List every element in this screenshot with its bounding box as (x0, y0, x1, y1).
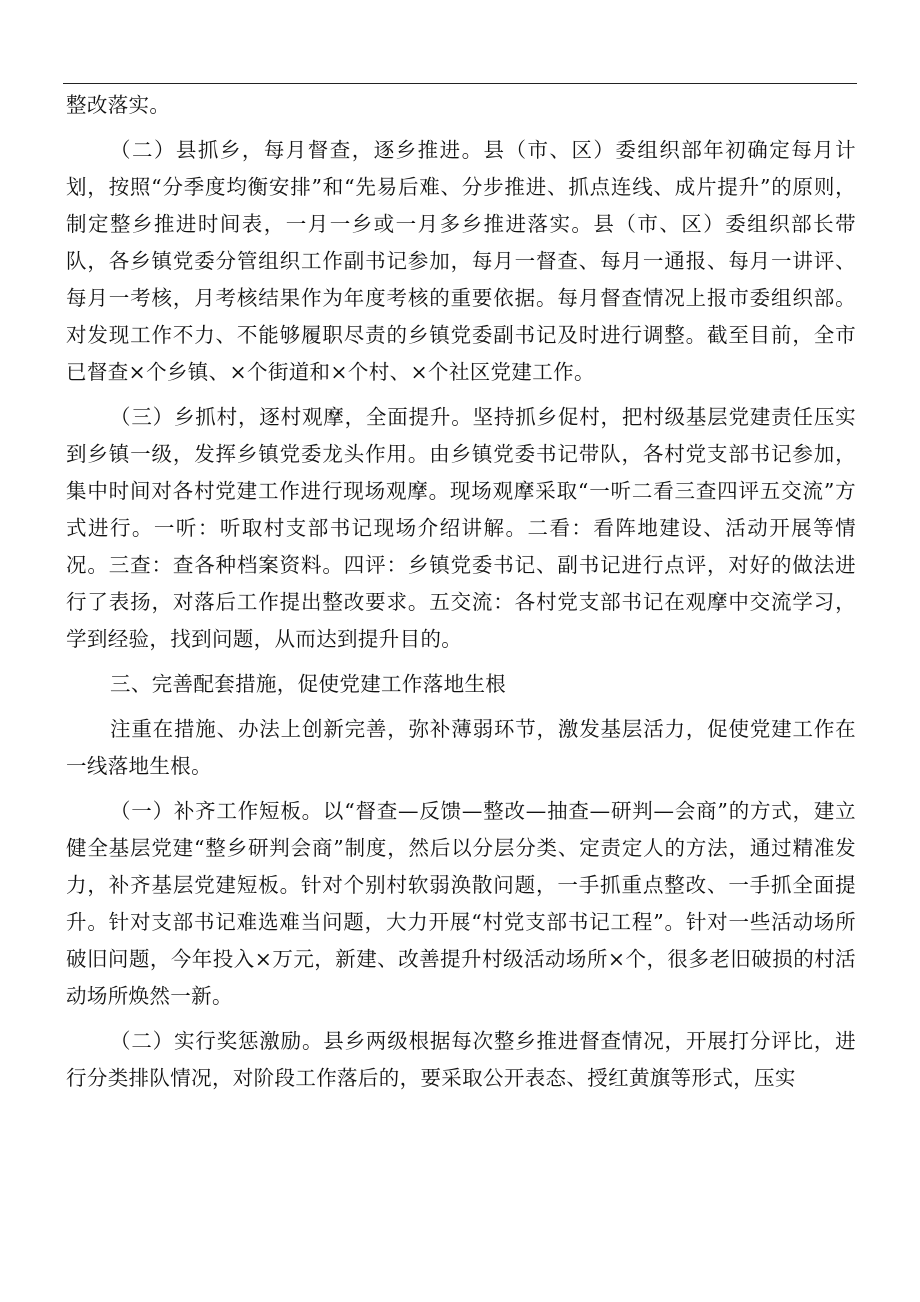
header-rule (63, 83, 857, 84)
paragraph-continuation: 整改落实。 (66, 93, 171, 117)
paragraph-county-supervision: （二）县抓乡，每月督查，逐乡推进。县（市、区）委组织部年初确定每月计划，按照“分季度均衡安排”和“先易后难、分步推进、抓点连线、成片提升”的原则，制定整乡推进时间表，一月一乡或一月多乡推进落实。县（市、区）委组织部长带队，各乡镇党委分管组织工作副书记参加，每月一督查、每月一通报、每月一讲评、每月一考核，月考核结果作为年度考核的重要依据。每月督查情况上报市委组织部。对发现工作不力、不能够履职尽责的乡镇党委副书记及时进行调整。截至目前，全市已督查×个乡镇、×个街道和×个村、×个社区党建工作。 (66, 138, 856, 384)
paragraph-fill-gaps: （一）补齐工作短板。以“督查—反馈—整改—抽查—研判—会商”的方式，建立健全基层党建“整乡研判会商”制度，然后以分层分类、定责定人的方法，通过精准发力，补齐基层党建短板。针对个别村软弱涣散问题，一手抓重点整改、一手抓全面提升。针对支部书记难选难当问题，大力开展“村党支部书记工程”。针对一些活动场所破旧问题，今年投入×万元，新建、改善提升村级活动场所×个，很多老旧破损的村活动场所焕然一新。 (66, 799, 856, 1008)
paragraph-rewards-penalties: （二）实行奖惩激励。县乡两级根据每次整乡推进督查情况，开展打分评比，进行分类排队情况，对阶段工作落后的，要采取公开表态、授红黄旗等形式，压实 (66, 1029, 856, 1090)
section-heading-three: 三、完善配套措施，促使党建工作落地生根 (110, 672, 507, 696)
paragraph-township-observation: （三）乡抓村，逐村观摩，全面提升。坚持抓乡促村，把村级基层党建责任压实到乡镇一级，发挥乡镇党委龙头作用。由乡镇党委书记带队，各村党支部书记参加，集中时间对各村党建工作进行现场观摩。现场观摩采取“一听二看三查四评五交流”方式进行。一听：听取村支部书记现场介绍讲解。二看：看阵地建设、活动开展等情况。三查：查各种档案资料。四评：乡镇党委书记、副书记进行点评，对好的做法进行了表扬，对落后工作提出整改要求。五交流：各村党支部书记在观摩中交流学习，学到经验，找到问题，从而达到提升目的。 (66, 405, 856, 651)
paragraph-section-intro: 注重在措施、办法上创新完善，弥补薄弱环节，激发基层活力，促使党建工作在一线落地生根。 (66, 717, 856, 778)
document-body (66, 87, 856, 1105)
